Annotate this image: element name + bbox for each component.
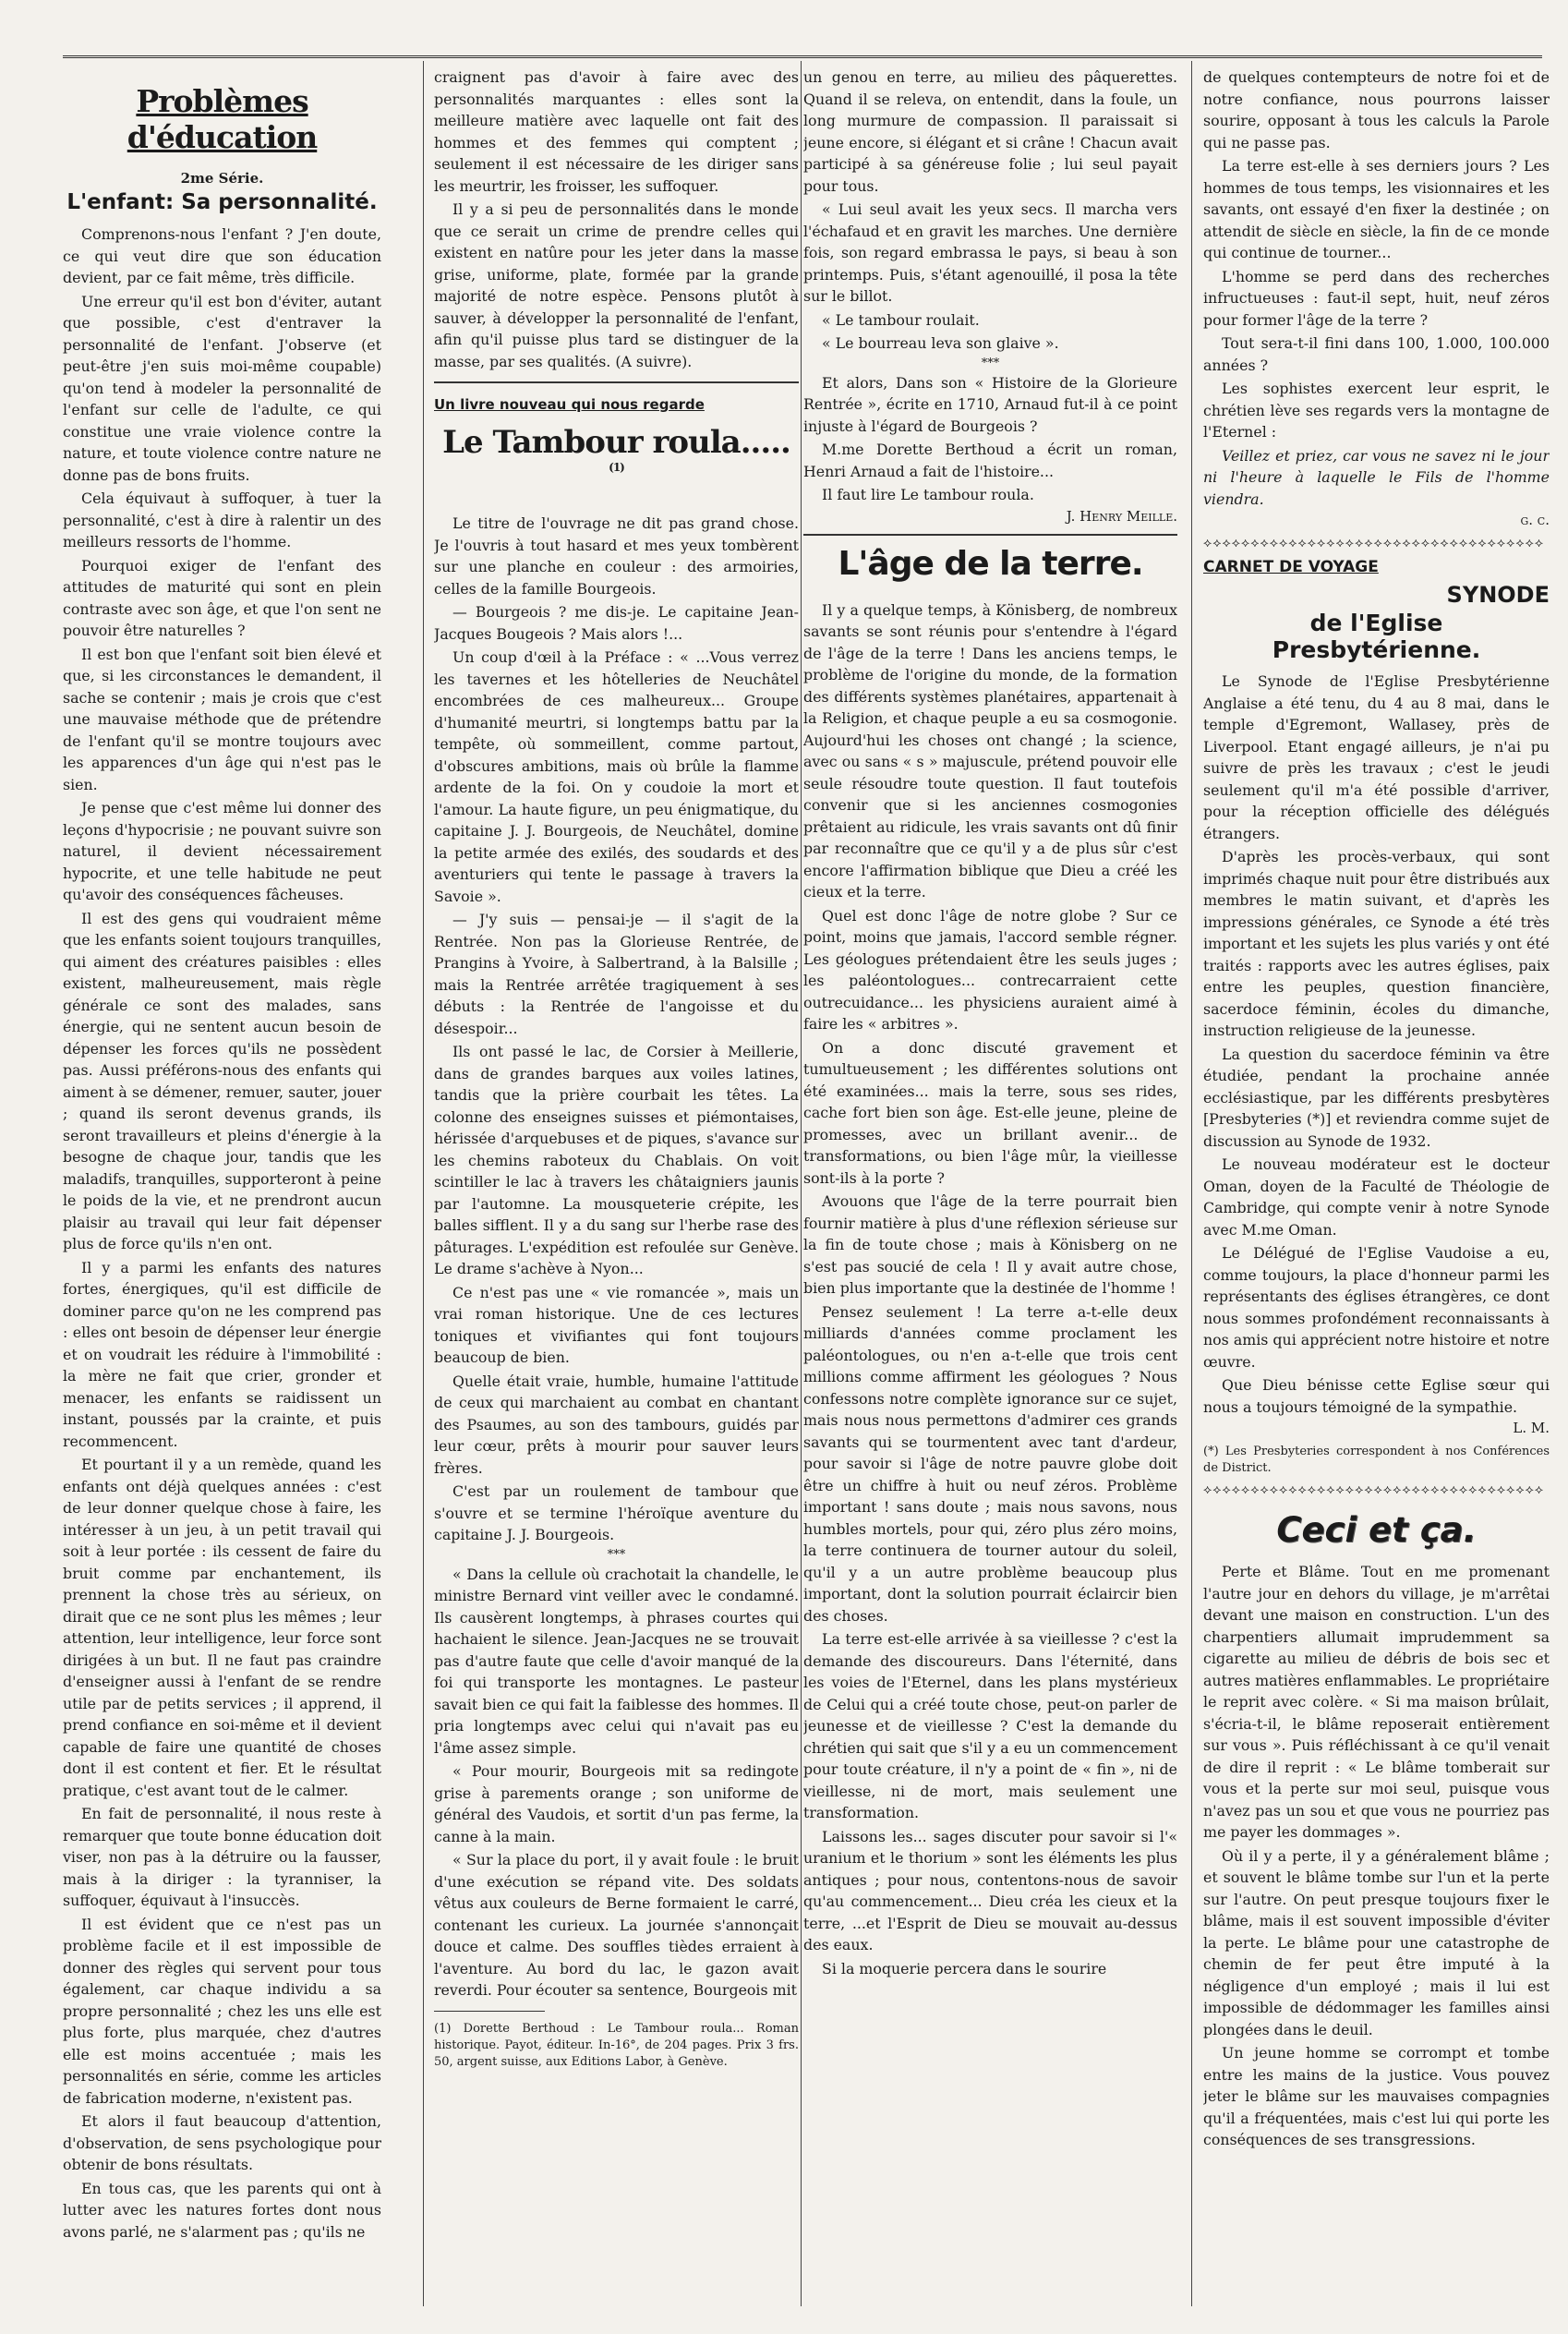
- paragraph: Le titre de l'ouvrage ne dit pas grand chose. Je l'ouvris à tout hasard et mes yeux tombèrent sur une planche en couleur : des armoiries, celles de la famille Bourgeois.: [434, 514, 799, 598]
- paragraph: Que Dieu bénisse cette Eglise sœur qui nous a toujours témoigné de la sympathie.: [1203, 1376, 1550, 1416]
- paragraph: Une erreur qu'il est bon d'éviter, autant que possible, c'est d'entraver la personnalité de l'enfant. J'observe (et peut-être j'en suis moi-même coupable) qu'on tend à modeler la personnalité de l'enfant sur celle de l'adulte, ce qui constitue une vraie violence contre la nature, et toute violence contre nature ne donne pas de bons fruits.: [63, 292, 381, 484]
- paragraph: Quelle était vraie, humble, humaine l'attitude de ceux qui marchaient au combat en chantant des Psaumes, au son des tambours, guidés par leur cœur, prêts à mourir pour sauver leurs frères.: [434, 1372, 799, 1477]
- paragraph: « Dans la cellule où crachotait la chandelle, le ministre Bernard vint veiller avec le condamné. Ils causèrent longtemps, à phrases courtes qui hachaient le silence. Jean-Jacques ne se trouvait pas d'autre faute que celle d'avoir manqué de la foi qui transporte les montagnes. Le pasteur savait bien ce qui fait la faiblesse des hommes. Il pria longtemps avec celui qui n'avait pas eu l'âme assez simple.: [434, 1565, 799, 1757]
- paragraph: L'homme se perd dans des recherches infructueuses : faut-il sept, huit, neuf zéros pour former l'âge de la terre ?: [1203, 267, 1550, 329]
- paragraph: Tout sera-t-il fini dans 100, 1.000, 100.000 années ?: [1203, 334, 1550, 374]
- paragraph: Un jeune homme se corrompt et tombe entre les mains de la justice. Vous pouvez jeter le blâme sur les mauvaises compagnies qu'il a fréquentées, mais c'est lui qui porte les conséquences de ses transgressions.: [1203, 2044, 1550, 2148]
- author-signature: g. c.: [1520, 512, 1550, 528]
- paragraph: Il est des gens qui voudraient même que les enfants soient toujours tranquilles, qui aiment des créatures paisibles : elles existent, malheureusement, mais règle générale ce sont des malades, sans énergie, qui ne sentent aucun besoin de dépenser les forces qu'ils ne possèdent pas. Aussi préférons-nous des enfants qui aiment à se démener, remuer, sauter, jouer ; quand ils seront devenus grands, ils seront travailleurs et pleins d'énergie à la besogne de chaque jour, tandis que les maladifs, tranquilles, supporteront à peine le poids de la vie, et ne prendront aucun plaisir au travail qui leur fait dépenser plus de force qu'ils n'en ont.: [63, 909, 381, 1252]
- ornament-divider: ⟡⟡⟡⟡⟡⟡⟡⟡⟡⟡⟡⟡⟡⟡⟡⟡⟡⟡⟡⟡⟡⟡⟡⟡⟡⟡⟡⟡⟡⟡⟡⟡⟡⟡⟡⟡: [1203, 536, 1545, 550]
- paragraph: de quelques contempteurs de notre foi et de notre confiance, nous pourrons laisser sourire, opposant à tous les calculs la Parole qui ne passe pas.: [1203, 68, 1550, 151]
- paragraph: Pensez seulement ! La terre a-t-elle deux milliards d'années comme proclament les paléontologues, ou n'en a-t-elle que trois cent millions comme affirment les géologues ? Nous confessons notre complète ignorance sur ce sujet, mais nous nous permettons d'admirer ces grands savants qui se tourmentent avec tant d'ardeur, pour savoir si l'âge de notre pauvre globe doit être un chiffre à huit ou neuf zéros. Problème important ! sans doute ; mais nous savons, nous humbles mortels, pour qui, zéro plus zéro moins, la terre continuera de tourner autour du soleil, qu'il y a un autre problème beaucoup plus important, dont la solution pourrait éclaircir bien des choses.: [803, 1302, 1177, 1625]
- paragraph: Et alors, Dans son « Histoire de la Glorieure Rentrée », écrite en 1710, Arnaud fut-il à ce point injuste à l'égard de Bourgeois ?: [803, 373, 1177, 435]
- paragraph: un genou en terre, au milieu des pâquerettes. Quand il se releva, on entendit, dans la foule, un long murmure de compassion. Il paraissait si jeune encore, si élégant et si crâne ! Chacun avait participé à sa généreuse folie ; lui seul payait pour tous.: [803, 68, 1177, 195]
- paragraph: En tous cas, que les parents qui ont à lutter avec les natures fortes dont nous avons parlé, ne s'alarment pas ; qu'ils ne: [63, 2179, 381, 2241]
- paragraph: « Pour mourir, Bourgeois mit sa redingote grise à parements orange ; son uniforme de général des Vaudois, et sortit d'un pas ferme, la canne à la main.: [434, 1762, 799, 1845]
- article-title: SYNODE: [1446, 582, 1550, 608]
- footnote-rule: [434, 2011, 545, 2012]
- paragraph: Il faut lire Le tambour roula.: [822, 486, 1034, 503]
- column-rule: [1191, 61, 1192, 2306]
- paragraph: Il y a si peu de personnalités dans le monde que ce serait un crime de prendre celles qui existent en natûre pour les jeter dans la masse grise, uniforme, plate, formée par la grande majorité de notre espèce. Pensons plutôt à sauver, à développer la personnalité de l'enfant, afin qu'il puisse plus tard se distinguer de la masse, par ses qualités. (A suivre).: [434, 200, 799, 370]
- paragraph: Il y a parmi les enfants des natures fortes, énergiques, qu'il est difficile de dominer parce qu'on ne les comprend pas : elles ont besoin de dépenser leur énergie et on voudrait les réduire à l'immobilité : la mère ne fait que crier, gronder et menacer, les enfants se raidissent un instant, poussés par la crainte, et puis recommencent.: [63, 1258, 381, 1450]
- column-2: [434, 67, 799, 2316]
- paragraph: Il est évident que ce n'est pas un problème facile et il est impossible de donner des règles qui servent pour tous également, car chaque individu a sa propre personnalité ; chez les uns elle est plus forte, plus marquée, chez d'autres elle est moins accentuée ; mais les personnalités en série, comme les articles de fabrication moderne, n'existent pas.: [63, 1915, 381, 2107]
- column-rule: [801, 61, 802, 2306]
- section-stars: ***: [981, 356, 1000, 370]
- article-title: L'âge de la terre.: [838, 544, 1143, 583]
- paragraph: « Sur la place du port, il y avait foule : le bruit d'une exécution se répand vite. Des soldats vêtus aux couleurs de Berne formaient le carré, contenant les curieux. La journée s'annonçait douce et calme. Des souffles tièdes erraient à l'aventure. Au bord du lac, le gazon avait reverdi. Pour écouter sa sentence, Bourgeois mit: [434, 1851, 799, 1999]
- footnote: (*) Les Presbyteries correspondent à nos Conférences de District.: [1203, 1445, 1550, 1475]
- ornament-divider: ⟡⟡⟡⟡⟡⟡⟡⟡⟡⟡⟡⟡⟡⟡⟡⟡⟡⟡⟡⟡⟡⟡⟡⟡⟡⟡⟡⟡⟡⟡⟡⟡⟡⟡⟡⟡: [1203, 1482, 1545, 1497]
- paragraph: Veillez et priez, car vous ne savez ni le jour ni l'heure à laquelle le Fils de l'homme viendra.: [1203, 446, 1550, 508]
- paragraph: Le nouveau modérateur est le docteur Oman, doyen de la Faculté de Théologie de Cambridge, qui compte venir à notre Synode avec M.me Oman.: [1203, 1155, 1550, 1239]
- paragraph: Perte et Blâme. Tout en me promenant l'autre jour en dehors du village, je m'arrêtai devant une maison en construction. L'un des charpentiers allumait imprudemment sa cigarette au milieu de débris de bois sec et autres matières enflammables. Le propriétaire le reprit avec colère. « Si ma maison brûlait, s'écria-t-il, le blâme reposerait entièrement sur vous ». Puis réfléchissant à ce qu'il venait de dire il reprit : « Le blâme tomberait sur vous et la perte sur moi seul, puisque vous n'avez pas un sou et que vous ne pourriez pas me payer les dommages ».: [1203, 1563, 1550, 1841]
- paragraph: Les sophistes exercent leur esprit, le chrétien lève ses regards vers la montagne de l'Eternel :: [1203, 380, 1550, 441]
- paragraph: La question du sacerdoce féminin va être étudiée, pendant la prochaine année ecclésiastique, par les différents presbytères [Presbyteries (*)] et reviendra comme sujet de discussion au Synode de 1932.: [1203, 1045, 1550, 1150]
- series-label: 2me Série.: [180, 170, 264, 187]
- author-signature: L. M.: [1513, 1420, 1550, 1436]
- author-signature: J. Henry Meille.: [1066, 507, 1177, 525]
- paragraph: Et pourtant il y a un remède, quand les enfants ont déjà quelques années : c'est de leur donner quelque chose à faire, les intéresser à un jeu, à un petit travail qui soit à leur portée : ils cessent de faire du bruit comme par enchantement, ils prennent la chose très au sérieux, on dirait que ce ne sont plus les mêmes ; leur attention, leur intelligence, leur force sont dirigées à un but. Il ne faut pas craindre d'enseigner aussi à l'enfant de se rendre utile par de petits services ; il apprend, il prend confiance en soi-même et il devient capable de faire une quantité de choses dont il est content et fier. Et le résultat pratique, c'est avant tout de le calmer.: [63, 1456, 381, 1799]
- paragraph: Quel est donc l'âge de notre globe ? Sur ce point, moins que jamais, l'accord semble régner. Les géologues prétendaient être les seuls juges ; les paléontologues... contrecarraient cette outrecuidance... les physiciens auraient aimé à faire les « arbitres ».: [803, 906, 1177, 1033]
- paragraph: — J'y suis — pensai-je — il s'agit de la Rentrée. Non pas la Glorieuse Rentrée, de Prangins à Yvoire, à Salbertrand, à la Balsille ; mais la Rentrée arrêtée tragiquement à ses débuts : la Rentrée de l'angoisse et du désespoir...: [434, 911, 799, 1037]
- paragraph: Et alors il faut beaucoup d'attention, d'observation, de sens psychologique pour obtenir de bons résultats.: [63, 2112, 381, 2173]
- article-subtitle: L'enfant: Sa personnalité.: [66, 190, 378, 214]
- column-3: [803, 67, 1177, 2316]
- column-1: [63, 67, 381, 2316]
- paragraph: Avouons que l'âge de la terre pourrait bien fournir matière à plus d'une réflexion sérieuse sur la fin de toute chose ; mais à Könisberg on ne s'est pas soucié de cela ! Il y avait autre chose, bien plus importante que la destinée de l'homme !: [803, 1192, 1177, 1297]
- paragraph: Un coup d'œil à la Préface : « ...Vous verrez les tavernes et les hôtelleries de Neuchâtel encombrées de ces malheureux... Groupe d'humanité meurtri, si longtemps battu par la tempête, où sommeillent, comme partout, d'obscures ambitions, mais où brûle la flamme ardente de la foi. On y coudoie la mort et l'amour. La haute figure, un peu énigmatique, du capitaine J. J. Bourgeois, de Neuchâtel, domine la petite armée des exilés, des soudards et des aventuriers qui tente le passage à travers la Savoie ».: [434, 648, 799, 905]
- paragraph: « Lui seul avait les yeux secs. Il marcha vers l'échafaud et en gravit les marches. Une dernière fois, son regard embrassa le pays, si beau à son printemps. Puis, s'étant agenouillé, il posa la tête sur le billot.: [803, 200, 1177, 305]
- paragraph: M.me Dorette Berthoud a écrit un roman, Henri Arnaud a fait de l'histoire...: [803, 441, 1177, 480]
- paragraph: La terre est-elle à ses derniers jours ? Les hommes de tous temps, les visionnaires et les savants, ont essayé d'en fixer la destinée ; on attendit de siècle en siècle, la fin de ce monde qui continue de tourner...: [1203, 157, 1550, 261]
- paragraph: Pourquoi exiger de l'enfant des attitudes de maturité qui sont en plein contraste avec son âge, et que l'on sent ne pouvoir être naturelles ?: [63, 556, 381, 639]
- paragraph: Le Délégué de l'Eglise Vaudoise a eu, comme toujours, la place d'honneur parmi les représentants des églises étrangères, ce dont nous sommes profondément reconnaissants à nos amis qui apprécient notre histoire et notre œuvre.: [1203, 1244, 1550, 1371]
- paragraph: Laissons les... sages discuter pour savoir si l'« uranium et le thorium » sont les éléments les plus antiques ; pour nous, contentons-nous de savoir qu'au commencement... Dieu créa les cieux et la terre, ...et l'Esprit de Dieu se mouvait au-dessus des eaux.: [803, 1827, 1177, 1953]
- divider: [803, 534, 1177, 536]
- paragraph: — Bourgeois ? me dis-je. Le capitaine Jean-Jacques Bougeois ? Mais alors !...: [434, 603, 799, 643]
- section-heading: CARNET DE VOYAGE: [1203, 558, 1379, 576]
- article-title: [434, 424, 799, 498]
- paragraph: Le Synode de l'Eglise Presbytérienne Anglaise a été tenu, du 4 au 8 mai, dans le temple d'Egremont, Wallasey, près de Liverpool. Etant engagé ailleurs, je n'ai pu suivre de près les travaux ; c'est le jeudi seulement qu'il m'a été possible d'arriver, pour la réception officielle des délégués étrangers.: [1203, 672, 1550, 842]
- paragraph: Comprenons-nous l'enfant ? J'en doute, ce qui veut dire que son éducation devient, par ce fait même, très difficile.: [63, 225, 381, 286]
- paragraph: C'est par un roulement de tambour que s'ouvre et se termine l'héroïque aventure du capitaine J. J. Bourgeois.: [434, 1482, 799, 1543]
- article-title: Problèmes d'éducation: [127, 83, 318, 155]
- paragraph: Je pense que c'est même lui donner des leçons d'hypocrisie ; ne pouvant suivre son naturel, il devient nécessairement hypocrite, et une telle habitude ne peut qu'avoir des conséquences fâcheuses.: [63, 799, 381, 903]
- footnote-marker: (1): [609, 461, 624, 474]
- paragraph: Il est bon que l'enfant soit bien élevé et que, si les circonstances le demandent, il sache se contenir ; mais je crois que c'est une mauvaise méthode que de prétendre de l'enfant qu'il se montre toujours avec les apparences d'un âge qui n'est pas le sien.: [63, 645, 381, 793]
- section-stars: ***: [607, 1547, 626, 1562]
- paragraph: Ils ont passé le lac, de Corsier à Meillerie, dans de grandes barques aux voiles latines, tandis que la prière courbait les têtes. La colonne des enseignes suisses et piémontaises, hérissée d'arquebuses et de piques, s'avance sur les chemins raboteux du Chablais. On voit scintiller le lac à travers les châtaigniers jaunis par l'automne. La mousqueterie crépite, les balles sifflent. Il y a du sang sur l'herbe rase des pâturages. L'expédition est refoulée sur Genève. Le drame s'achève à Nyon...: [434, 1043, 799, 1277]
- article-title: Ceci et ça.: [1276, 1510, 1477, 1550]
- paragraph: Ce n'est pas une « vie romancée », mais un vrai roman historique. Une de ces lectures toniques et vivifiantes qui font toujours beaucoup de bien.: [434, 1283, 799, 1366]
- paragraph: Où il y a perte, il y a généralement blâme ; et souvent le blâme tombe sur l'un et la perte sur l'autre. On peut presque toujours fixer le blâme, mais il est souvent impossible d'éviter la perte. Le blâme pour une catastrophe de chemin de fer peut être imputé à la négligence d'un employé ; mais il lui est impossible de dédommager les familles ainsi plongées dans le deuil.: [1203, 1846, 1550, 2038]
- paragraph: Cela équivaut à suffoquer, à tuer la personnalité, c'est à dire à ralentir un des meilleurs ressorts de l'homme.: [63, 490, 381, 550]
- article-subtitle: de l'Eglise Presbytérienne.: [1272, 610, 1481, 663]
- paragraph: En fait de personnalité, il nous reste à remarquer que toute bonne éducation doit viser, non pas à la détruire ou la fausser, mais à la diriger : la tyranniser, la suffoquer, équivaut à l'insuccès.: [63, 1805, 381, 1909]
- footnote: (1) Dorette Berthoud : Le Tambour roula... Roman historique. Payot, éditeur. In-16°, de 204 pages. Prix 3 frs. 50, argent suisse, aux Editions Labor, à Genève.: [434, 2021, 799, 2069]
- paragraph: La terre est-elle arrivée à sa vieillesse ? c'est la demande des discoureurs. Dans l'éternité, dans les voies de l'Eternel, dans les plans mystérieux de Celui qui a créé toute chose, peut-on parler de jeunesse et de vieillesse ? C'est la demande du chrétien qui sait que s'il y a eu un commencement pour toute créature, il n'y a point de « fin », ni de vieillesse, ni de mort, mais seulement une transformation.: [803, 1630, 1177, 1821]
- paragraph: On a donc discuté gravement et tumultueusement ; les différentes solutions ont été examinées... mais la terre, sous ses rides, cache fort bien son âge. Est-elle jeune, pleine de promesses, avec un brillant avenir... de transformations, ou bien l'âge mûr, la vieillesse sont-ils à la porte ?: [803, 1038, 1177, 1187]
- column-4: [1203, 67, 1550, 2316]
- paragraph: D'après les procès-verbaux, qui sont imprimés chaque nuit pour être distribués aux membres le matin suivant, et d'après les impressions générales, ce Synode a été très important et les sujets les plus variés y ont été traités : rapports avec les autres églises, paix entre les peuples, question financière, sacerdoce féminin, écoles du dimanche, instruction religieuse de la jeunesse.: [1203, 848, 1550, 1039]
- top-rule: [63, 55, 1542, 62]
- section-kicker: Un livre nouveau qui nous regarde: [434, 396, 705, 413]
- title-text: Le Tambour roula.....: [442, 424, 790, 461]
- column-rule: [423, 61, 424, 2306]
- paragraph: « Le bourreau leva son glaive ».: [822, 334, 1059, 352]
- paragraph: Si la moquerie percera dans le sourire: [822, 1959, 1107, 1977]
- paragraph: « Le tambour roulait.: [822, 310, 980, 329]
- paragraph: Il y a quelque temps, à Könisberg, de nombreux savants se sont réunis pour s'entendre à l'égard de l'âge de la terre ! Dans les anciens temps, le problème de l'origine du monde, de la formation des différents systèmes planétaires, appartenait à la Religion, et chaque peuple a eu sa cosmogonie. Aujourd'hui les choses ont changé ; la science, avec ou sans « s » majuscule, prétend pouvoir elle seule résoudre toute question. Il faut toutefois convenir que si les anciennes cosmogonies prêtaient au ridicule, les vrais savants ont dû finir par reconnaître que ce qu'il y a de plus sûr c'est encore l'affirmation biblique que Dieu a créé les cieux et la terre.: [803, 600, 1177, 901]
- paragraph: craignent pas d'avoir à faire avec des personnalités marquantes : elles sont la meilleure matière avec laquelle ont fait des hommes et des femmes qui comptent ; seulement il est nécessaire de les diriger sans les meurtrir, les froisser, les suffoquer.: [434, 68, 799, 195]
- divider: [434, 381, 799, 383]
